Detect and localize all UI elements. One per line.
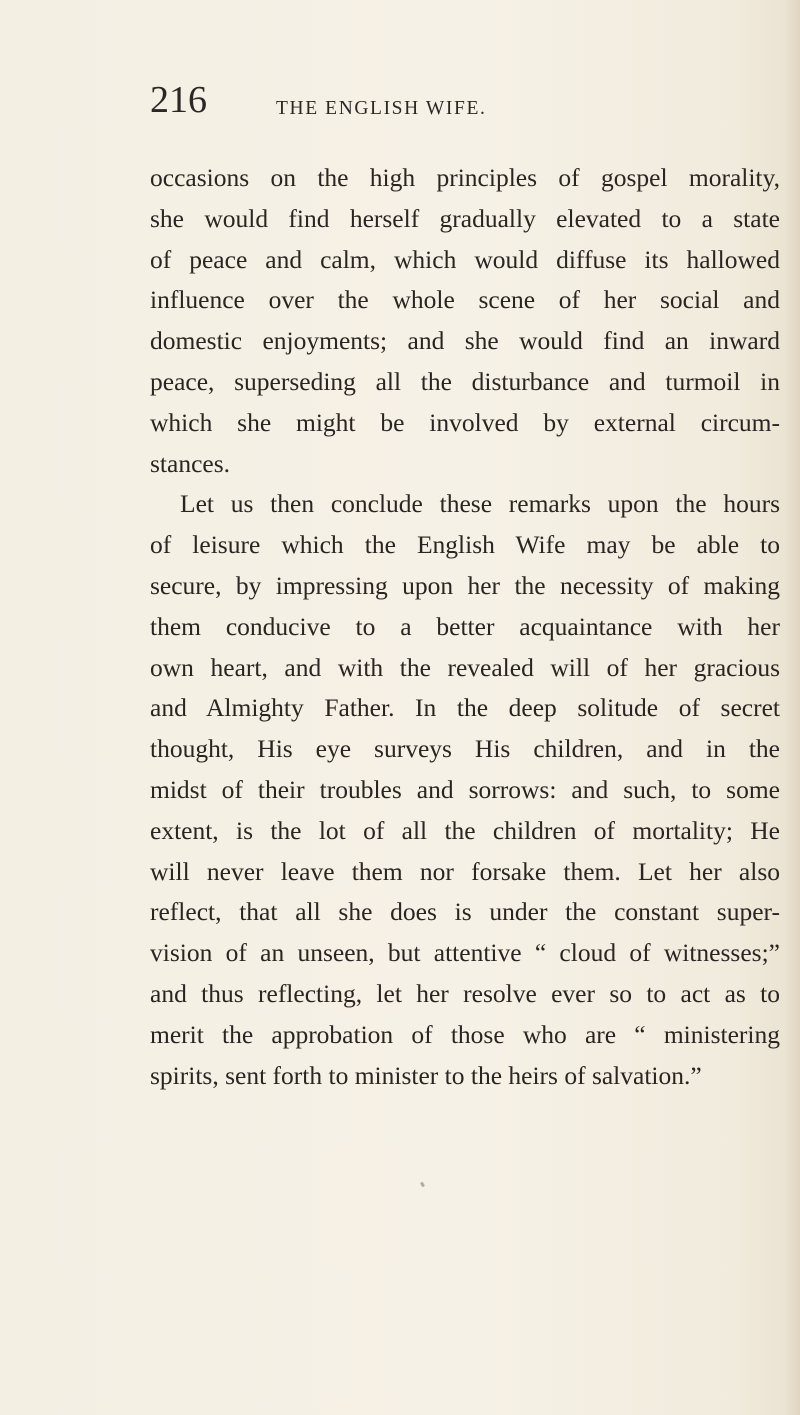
text-line: influence over the whole scene of her social and (150, 285, 780, 315)
text-line: peace, superseding all the disturbance and turmoil in (150, 366, 780, 396)
text-line: stances. (150, 448, 231, 478)
page-number: 216 (150, 79, 207, 121)
text-line: midst of their troubles and sorrows: and such, to some (150, 774, 780, 804)
running-head (150, 78, 780, 128)
text-line: and thus reflecting, let her resolve ever so to act as to (150, 978, 780, 1008)
text-line: will never leave them nor forsake them. Let her also (150, 856, 780, 886)
text-line: secure, by impressing upon her the necessity of making (150, 570, 780, 600)
text-line: merit the approbation of those who are “ ministering (150, 1019, 780, 1049)
body-text (150, 158, 780, 1096)
text-line: domestic enjoyments; and she would find an inward (150, 326, 780, 356)
text-line: extent, is the lot of all the children of mortality; He (150, 815, 780, 845)
text-line: of peace and calm, which would diffuse its hallowed (150, 244, 780, 274)
text-line: spirits, sent forth to minister to the heirs of salvation.” (150, 1060, 702, 1090)
text-line: she would find herself gradually elevated to a state (150, 203, 780, 233)
text-line: them conducive to a better acquaintance with her (150, 611, 780, 641)
running-title: THE ENGLISH WIFE. (276, 98, 487, 119)
text-line: own heart, and with the revealed will of her gracious (150, 652, 780, 682)
text-line: which she might be involved by external circum- (150, 407, 780, 437)
paper-speck (420, 1182, 425, 1188)
text-line: reflect, that all she does is under the constant super- (150, 897, 780, 927)
text-line: of leisure which the English Wife may be able to (150, 530, 780, 560)
paragraph-start-line: Let us then conclude these remarks upon the hours (180, 489, 780, 519)
text-line: thought, His eye surveys His children, and in the (150, 734, 780, 764)
text-line: and Almighty Father. In the deep solitude of secret (150, 693, 780, 723)
page-edge-shadow (786, 0, 800, 1415)
text-line: occasions on the high principles of gospel morality, (150, 163, 780, 192)
text-line: vision of an unseen, but attentive “ cloud of witnesses;” (150, 938, 780, 968)
